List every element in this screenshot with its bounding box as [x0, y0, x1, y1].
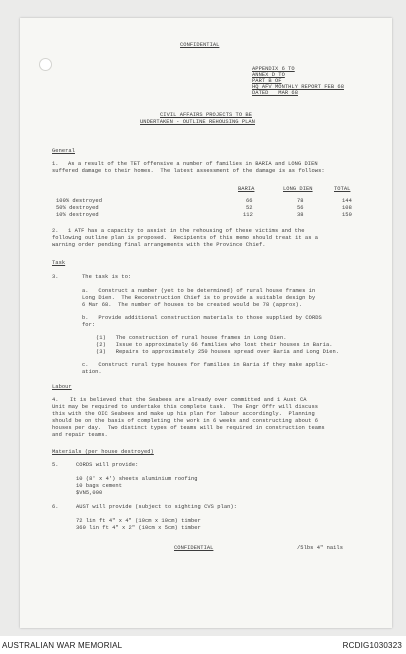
paragraph-text: CORDS will provide:: [76, 462, 139, 468]
reference-line: ANNEX D TO: [252, 72, 285, 78]
table-header: TOTAL: [334, 186, 351, 192]
list-item: 360 lin ft 4" x 2" (10cm x 5cm) timber: [76, 525, 201, 531]
table-cell: 56: [297, 205, 304, 211]
list-item: (3) Repairs to approximately 250 houses spread over Baria and Long Dien.: [96, 349, 340, 355]
table-header: BARIA: [238, 186, 255, 192]
list-item: 72 lin ft 4" x 4" (10cm x 10cm) timber: [76, 518, 201, 524]
subparagraph-text: 6 Mar 68. The number of houses to be created would be 78 (approx).: [82, 302, 303, 308]
list-item: $VN5,000: [76, 490, 103, 496]
reference-line: DATED MAR 68: [252, 90, 298, 96]
paragraph-text: As a result of the TET offensive a number of families in BARIA and LONG DIEN: [68, 161, 318, 167]
list-item: (2) Issue to approximately 66 families who lost their houses in Baria.: [96, 342, 333, 348]
section-heading-labour: Labour: [52, 384, 72, 390]
paragraph-number: 5.: [52, 462, 59, 468]
table-cell: 112: [243, 212, 253, 218]
paragraph-number: 4.: [52, 397, 59, 403]
subparagraph-text: ation.: [82, 369, 102, 375]
paragraph-text: and repair teams.: [52, 432, 108, 438]
continuation-note: /5lbs 4" nails: [297, 545, 343, 551]
paragraph-text: should be on the basis of completing the work in 6 weeks and constructing about 6: [52, 418, 319, 424]
table-row-label: 50% destroyed: [56, 205, 99, 211]
table-row-label: 10% destroyed: [56, 212, 99, 218]
subparagraph-text: c. Construct rural type houses for families in Baria if they make applic-: [82, 362, 329, 368]
paragraph-text: The task is to:: [82, 274, 132, 280]
table-cell: 66: [246, 198, 253, 204]
table-cell: 150: [342, 212, 352, 218]
subparagraph-text: a. Construct a number (yet to be determined) of rural house frames in: [82, 288, 316, 294]
paragraph-text: houses per day. Two distinct types of teams will be required in construction teams: [52, 425, 325, 431]
table-cell: 38: [297, 212, 304, 218]
document-page: [20, 18, 392, 628]
record-id: RCDIG1030323: [342, 641, 402, 650]
classification-bottom: CONFIDENTIAL: [174, 545, 214, 551]
archive-credit: AUSTRALIAN WAR MEMORIAL: [2, 641, 123, 650]
paragraph-number: 2.: [52, 228, 59, 234]
paragraph-text: Unit may be required to undertake this complete task. The Engr Offr will discuss: [52, 404, 319, 410]
paragraph-text: following outline plan is proposed. Recipients of this memo should treat it as a: [52, 235, 319, 241]
paragraph-text: It is believed that the Seabees are already over committed and 1 Aust CA: [70, 397, 307, 403]
paragraph-text: warning order pending final arrangements with the Province Chief.: [52, 242, 266, 248]
paragraph-number: 1.: [52, 161, 59, 167]
classification-top: CONFIDENTIAL: [180, 42, 220, 48]
section-heading-general: General: [52, 148, 75, 154]
subparagraph-text: for:: [82, 322, 96, 328]
table-row-label: 100% destroyed: [56, 198, 102, 204]
table-header: LONG DIEN: [283, 186, 313, 192]
subparagraph-text: b. Provide additional construction materials to those supplied by CORDS: [82, 315, 322, 321]
paragraph-number: 3.: [52, 274, 59, 280]
section-heading-materials: Materials (per house destroyed): [52, 449, 154, 455]
reference-line: HQ AFV MONTHLY REPORT FEB 68: [252, 84, 344, 90]
reference-line: PART B OF: [252, 78, 282, 84]
section-heading-task: Task: [52, 260, 66, 266]
table-cell: 52: [246, 205, 253, 211]
table-cell: 108: [342, 205, 352, 211]
paragraph-text: 1 ATF has a capacity to assist in the rehousing of these victims and the: [68, 228, 305, 234]
table-cell: 144: [342, 198, 352, 204]
paragraph-text: this with the OIC Seabees and make up his plan for labour accordingly. Planning: [52, 411, 315, 417]
table-cell: 78: [297, 198, 304, 204]
list-item: (1) The construction of rural house frames in Long Dien.: [96, 335, 287, 341]
document-title: CIVIL AFFAIRS PROJECTS TO BE: [160, 112, 252, 118]
list-item: 10 bags cement: [76, 483, 122, 489]
paragraph-text: AUST will provide (subject to sighting CVS plan):: [76, 504, 237, 510]
document-subtitle: UNDERTAKEN - OUTLINE REHOUSING PLAN: [140, 119, 255, 125]
punch-hole: [39, 58, 52, 71]
paragraph-number: 6.: [52, 504, 59, 510]
subparagraph-text: Long Dien. The Reconstruction Chief is to provide a suitable design by: [82, 295, 316, 301]
reference-line: APPENDIX 6 TO: [252, 66, 295, 72]
paragraph-text: suffered damage to their homes. The latest assessment of the damage is as follows:: [52, 168, 325, 174]
list-item: 10 (8' x 4') sheets aluminium roofing: [76, 476, 198, 482]
